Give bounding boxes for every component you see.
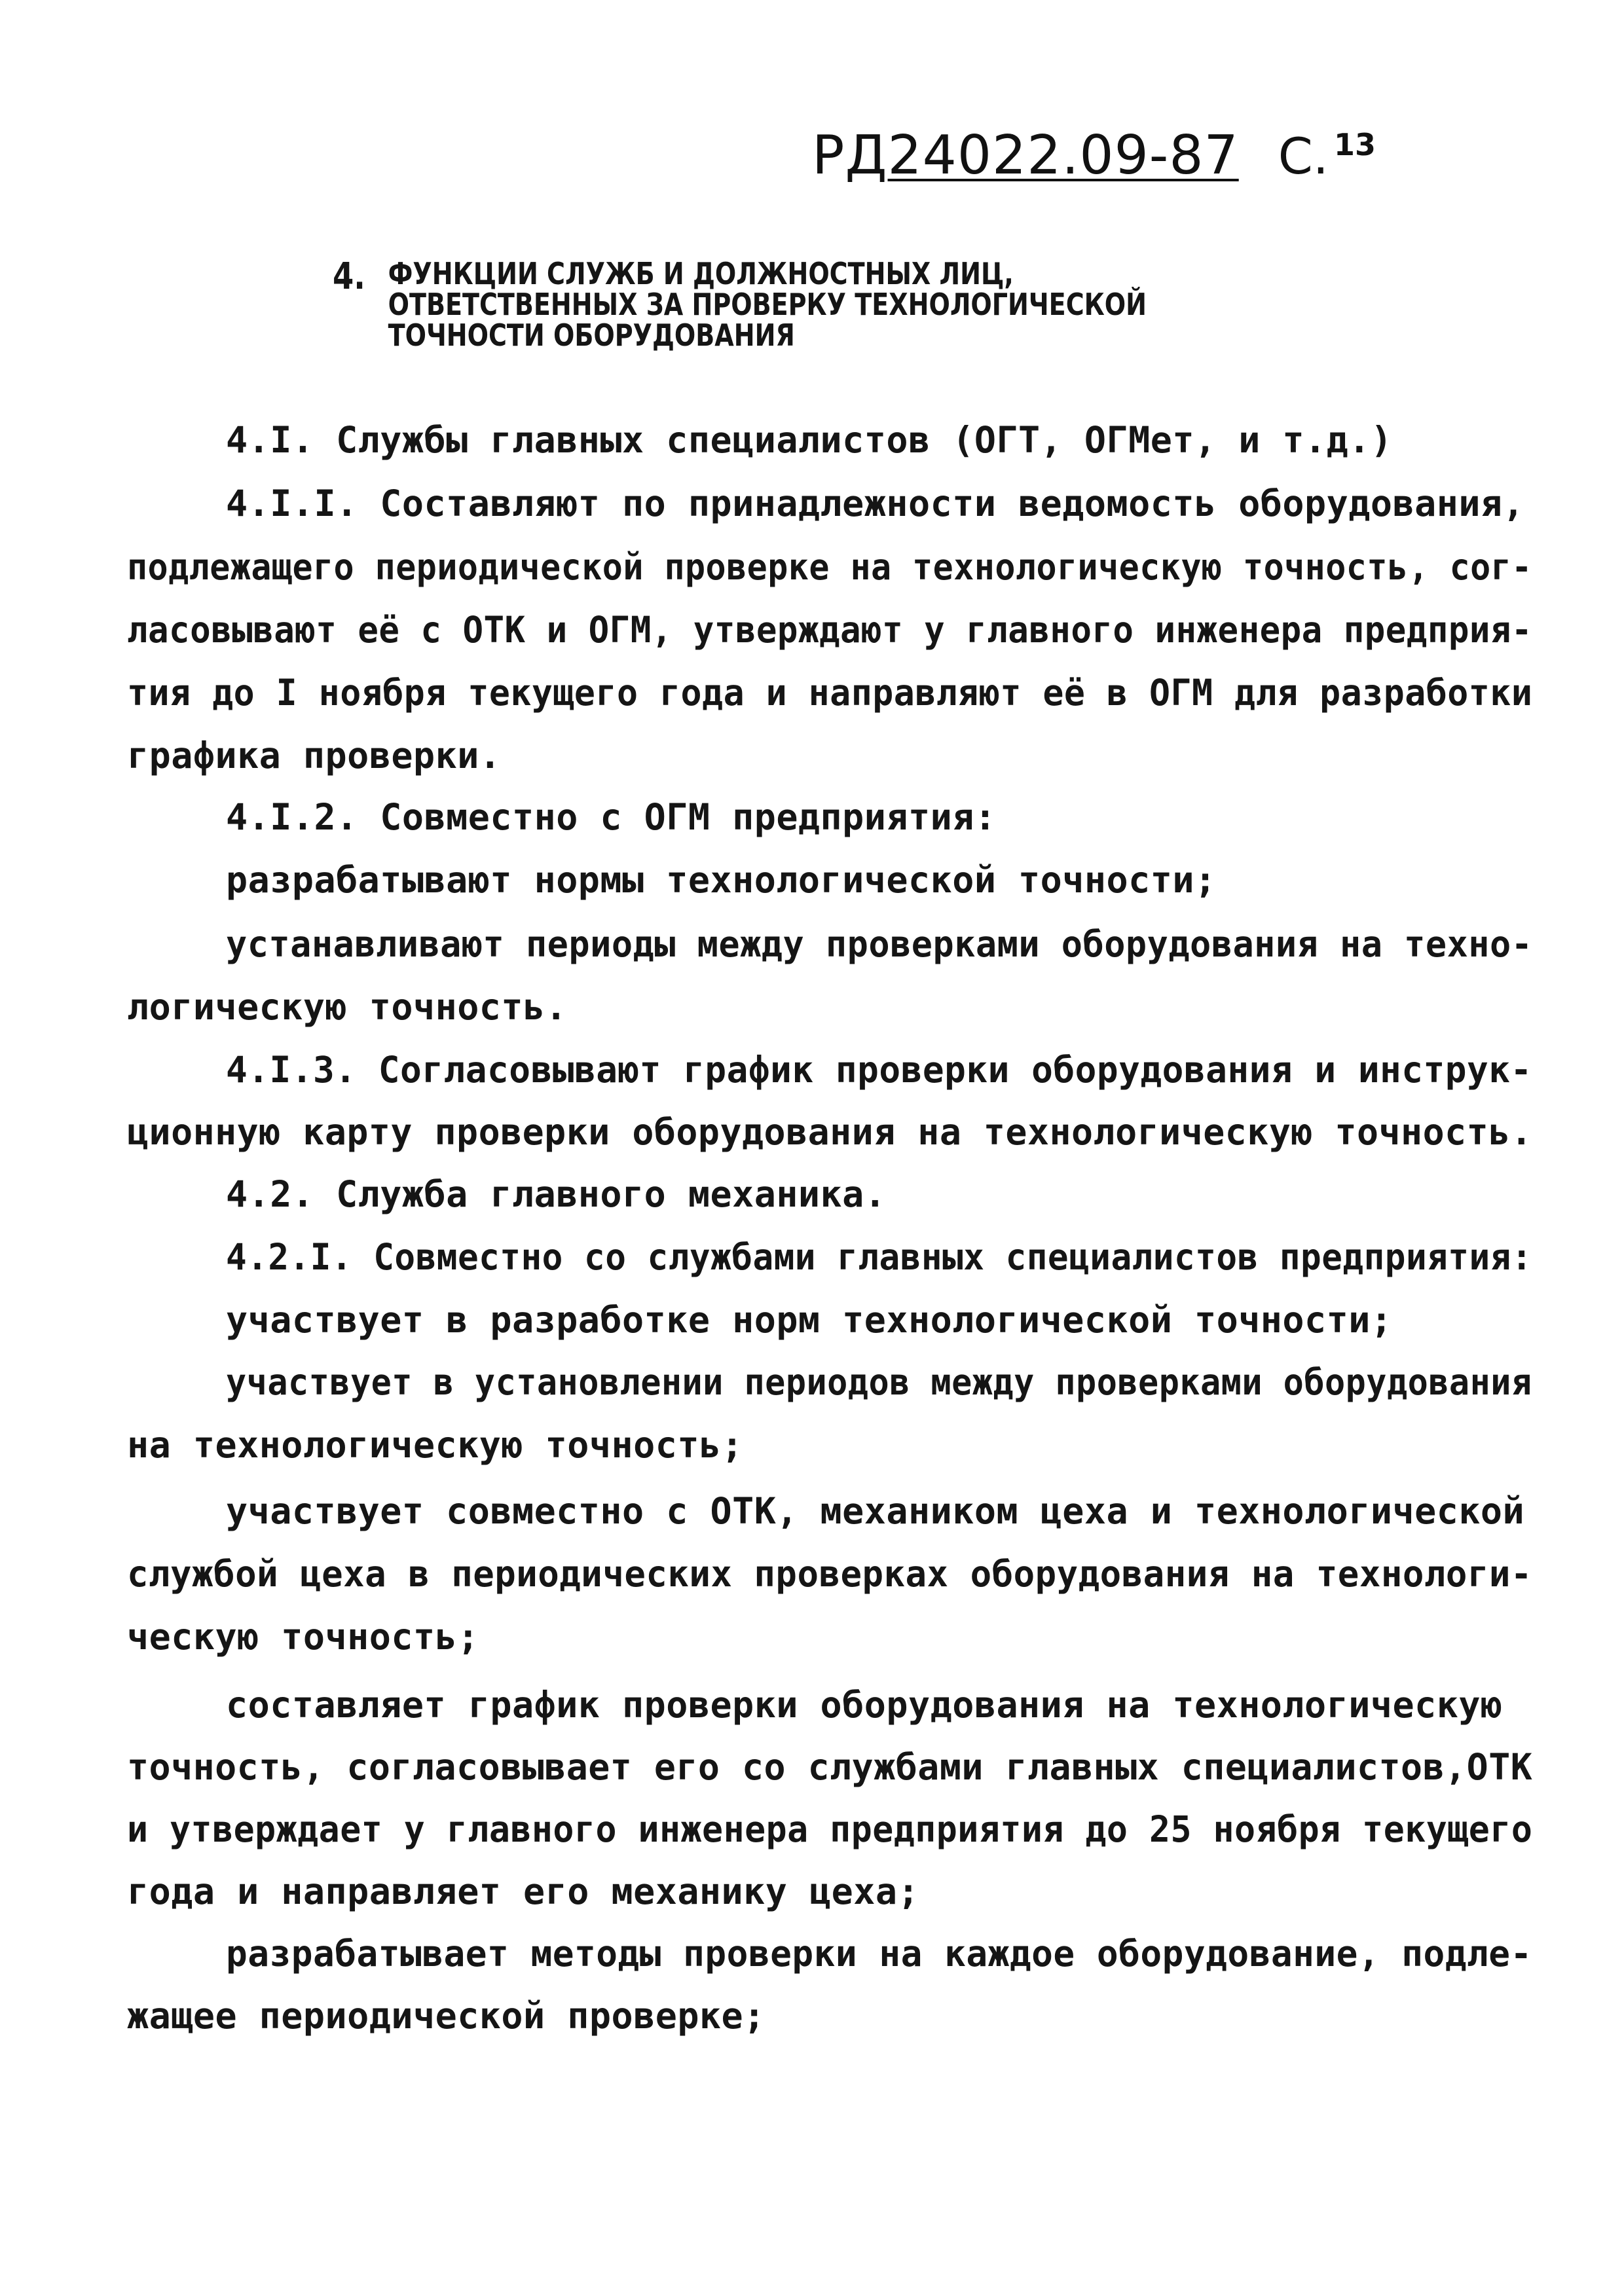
body-line: 4.2.I. Совместно со службами главных специалистов предприятия: <box>226 1236 1533 1278</box>
body-line: службой цеха в периодических проверках оборудования на технологи- <box>127 1553 1532 1595</box>
body-line: разрабатывает методы проверки на каждое оборудование, подле- <box>226 1933 1532 1975</box>
body-line: точность, согласовывает его со службами главных специалистов,ОТК <box>127 1746 1533 1788</box>
body-line: составляет график проверки оборудования на технологическую <box>226 1684 1503 1726</box>
section-number: 4. <box>333 255 365 298</box>
page-label: С. <box>1278 127 1329 185</box>
body-line: ционную карту проверки оборудования на технологическую точность. <box>127 1111 1533 1153</box>
body-line: логическую точность. <box>127 986 568 1028</box>
section-title-line: ТОЧНОСТИ ОБОРУДОВАНИЯ <box>388 318 795 353</box>
body-line: на технологическую точность; <box>127 1424 744 1466</box>
document-code-number: 24022.09-87 <box>887 124 1239 187</box>
body-line: 4.I.I. Составляют по принадлежности ведомость оборудования, <box>226 483 1525 524</box>
section-title <box>388 256 1147 353</box>
document-header <box>812 124 1376 187</box>
body-line: разрабатывают нормы технологической точности; <box>226 859 1217 901</box>
body-line: и утверждает у главного инженера предприятия до 25 ноября текущего <box>127 1808 1533 1850</box>
document-code <box>812 124 1239 187</box>
body-line: 4.I.2. Совместно с ОГМ предприятия: <box>226 796 997 838</box>
body-line: жащее периодической проверке; <box>127 1995 766 2037</box>
body-line: подлежащего периодической проверке на технологическую точность, сог- <box>127 546 1532 588</box>
section-title-line: ОТВЕТСТВЕННЫХ ЗА ПРОВЕРКУ ТЕХНОЛОГИЧЕСКОЙ <box>388 287 1147 322</box>
section-title-line: ФУНКЦИИ СЛУЖБ И ДОЛЖНОСТНЫХ ЛИЦ, <box>388 256 1014 291</box>
section-heading <box>333 255 1147 353</box>
body-line: года и направляет его механику цеха; <box>127 1870 920 1912</box>
body-line: 4.2. Служба главного механика. <box>226 1173 887 1215</box>
body-line: 4.I. Службы главных специалистов (ОГТ, ОГМет, и т.д.) <box>226 419 1393 461</box>
body-line: 4.I.3. Согласовывают график проверки оборудования и инструк- <box>226 1049 1532 1091</box>
body-line: участвует в разработке норм технологической точности; <box>226 1299 1393 1341</box>
body-line: участвует совместно с ОТК, механиком цеха и технологической <box>226 1490 1525 1532</box>
body-line: ласовывают её с ОТК и ОГМ, утверждают у главного инженера предприя- <box>127 609 1532 651</box>
body-line: графика проверки. <box>127 735 502 776</box>
body-line: устанавливают периоды между проверками оборудования на техно- <box>226 923 1533 965</box>
page-number: 13 <box>1333 127 1376 162</box>
body-line: тия до I ноября текущего года и направляют её в ОГМ для разработки <box>127 672 1533 714</box>
document-code-prefix: РД <box>812 124 888 187</box>
body-line: ческую точность; <box>127 1616 479 1658</box>
body-line: участвует в установлении периодов между проверками оборудования <box>226 1361 1532 1403</box>
